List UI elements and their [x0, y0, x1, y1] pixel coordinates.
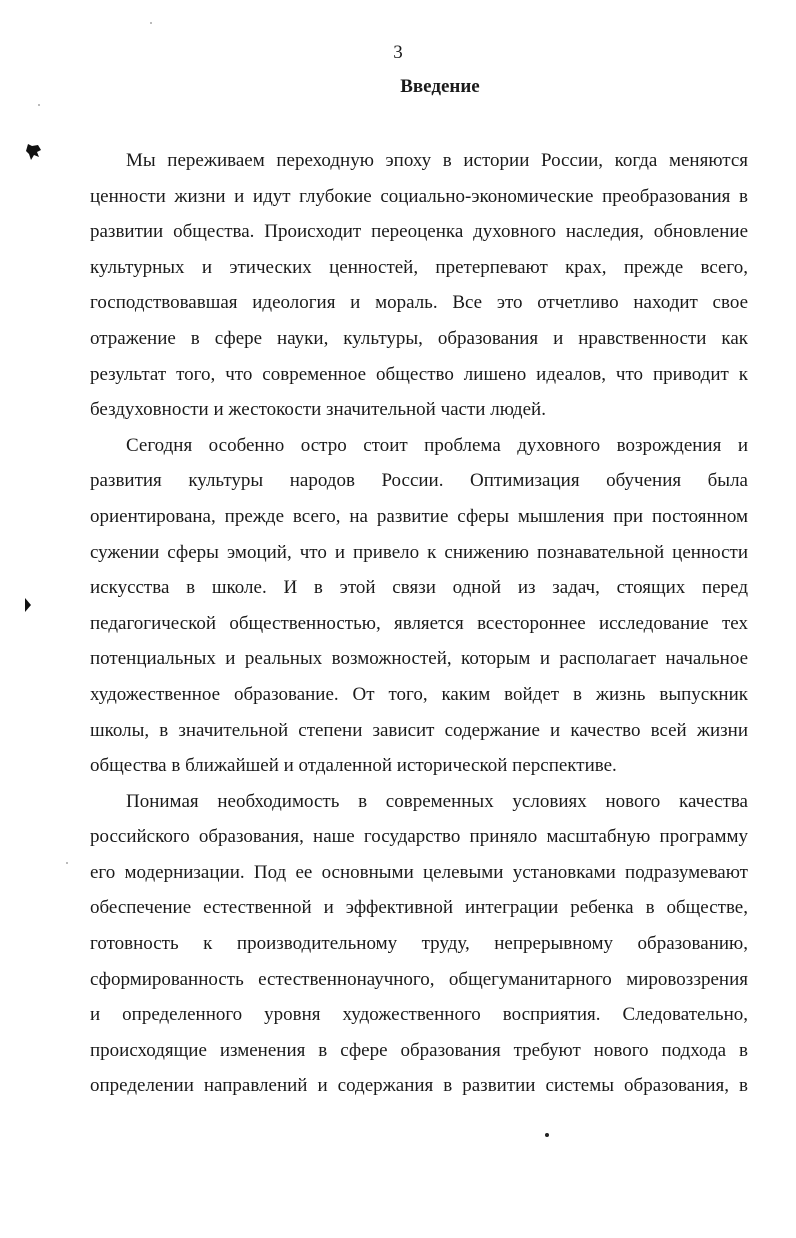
text-line: российского образования, наше государство приняло масштабную программу: [90, 826, 748, 848]
text-line: ориентирована, прежде всего, на развитие сферы мышления при постоянном: [90, 505, 748, 527]
text-line: художественное образование. От того, каким войдет в жизнь выпускник: [90, 683, 748, 705]
text-line: готовность к производительному труду, непрерывному образованию,: [90, 933, 748, 955]
text-line: развития культуры народов России. Оптимизация обучения была: [90, 470, 748, 492]
text-line: развитии общества. Происходит переоценка духовного наследия, обновление: [90, 221, 748, 243]
text-line: ценности жизни и идут глубокие социально-экономические преобразования в: [90, 185, 748, 207]
text-line: обеспечение естественной и эффективной интеграции ребенка в обществе,: [90, 897, 748, 919]
text-line: отражение в сфере науки, культуры, образования и нравственности как: [90, 327, 748, 349]
text-line: общества в ближайшей и отдаленной исторической перспективе.: [90, 755, 617, 777]
section-heading: Введение: [400, 76, 480, 97]
text-line: Сегодня особенно остро стоит проблема духовного возрождения и: [126, 434, 748, 456]
scan-speck: [38, 104, 40, 106]
text-line: сужении сферы эмоций, что и привело к снижению познавательной ценности: [90, 541, 748, 563]
text-line: потенциальных и реальных возможностей, которым и располагает начальное: [90, 648, 748, 670]
text-line: педагогической общественностью, является всестороннее исследование тех: [90, 612, 748, 634]
text-line: сформированность естественнонаучного, общегуманитарного мировоззрения: [90, 968, 748, 990]
text-line: господствовавшая идеология и мораль. Все это отчетливо находит свое: [90, 292, 748, 314]
text-line: его модернизации. Под ее основными целевыми установками подразумевают: [90, 861, 748, 883]
page-number: 3: [393, 42, 403, 63]
scan-mark-arrow-icon: [24, 597, 32, 613]
text-line: определении направлений и содержания в развитии системы образования, в: [90, 1075, 748, 1097]
body-text: [90, 143, 748, 1104]
text-line: школы, в значительной степени зависит содержание и качество всей жизни: [90, 719, 748, 741]
text-line: бездуховности и жестокости значительной части людей.: [90, 399, 546, 421]
scan-dot: [545, 1133, 549, 1137]
text-line: результат того, что современное общество лишено идеалов, что приводит к: [90, 363, 748, 385]
text-line: Мы переживаем переходную эпоху в истории России, когда меняются: [126, 150, 748, 171]
text-line: культурных и этических ценностей, претерпевают крах, прежде всего,: [90, 256, 748, 278]
scan-mark-icon: [26, 143, 42, 161]
scan-speck: [150, 22, 152, 24]
text-line: и определенного уровня художественного восприятия. Следовательно,: [90, 1004, 748, 1026]
scan-speck: [66, 862, 68, 864]
text-line: происходящие изменения в сфере образования требуют нового подхода в: [90, 1039, 748, 1061]
text-line: Понимая необходимость в современных условиях нового качества: [126, 790, 748, 812]
text-line: искусства в школе. И в этой связи одной из задач, стоящих перед: [90, 577, 748, 599]
